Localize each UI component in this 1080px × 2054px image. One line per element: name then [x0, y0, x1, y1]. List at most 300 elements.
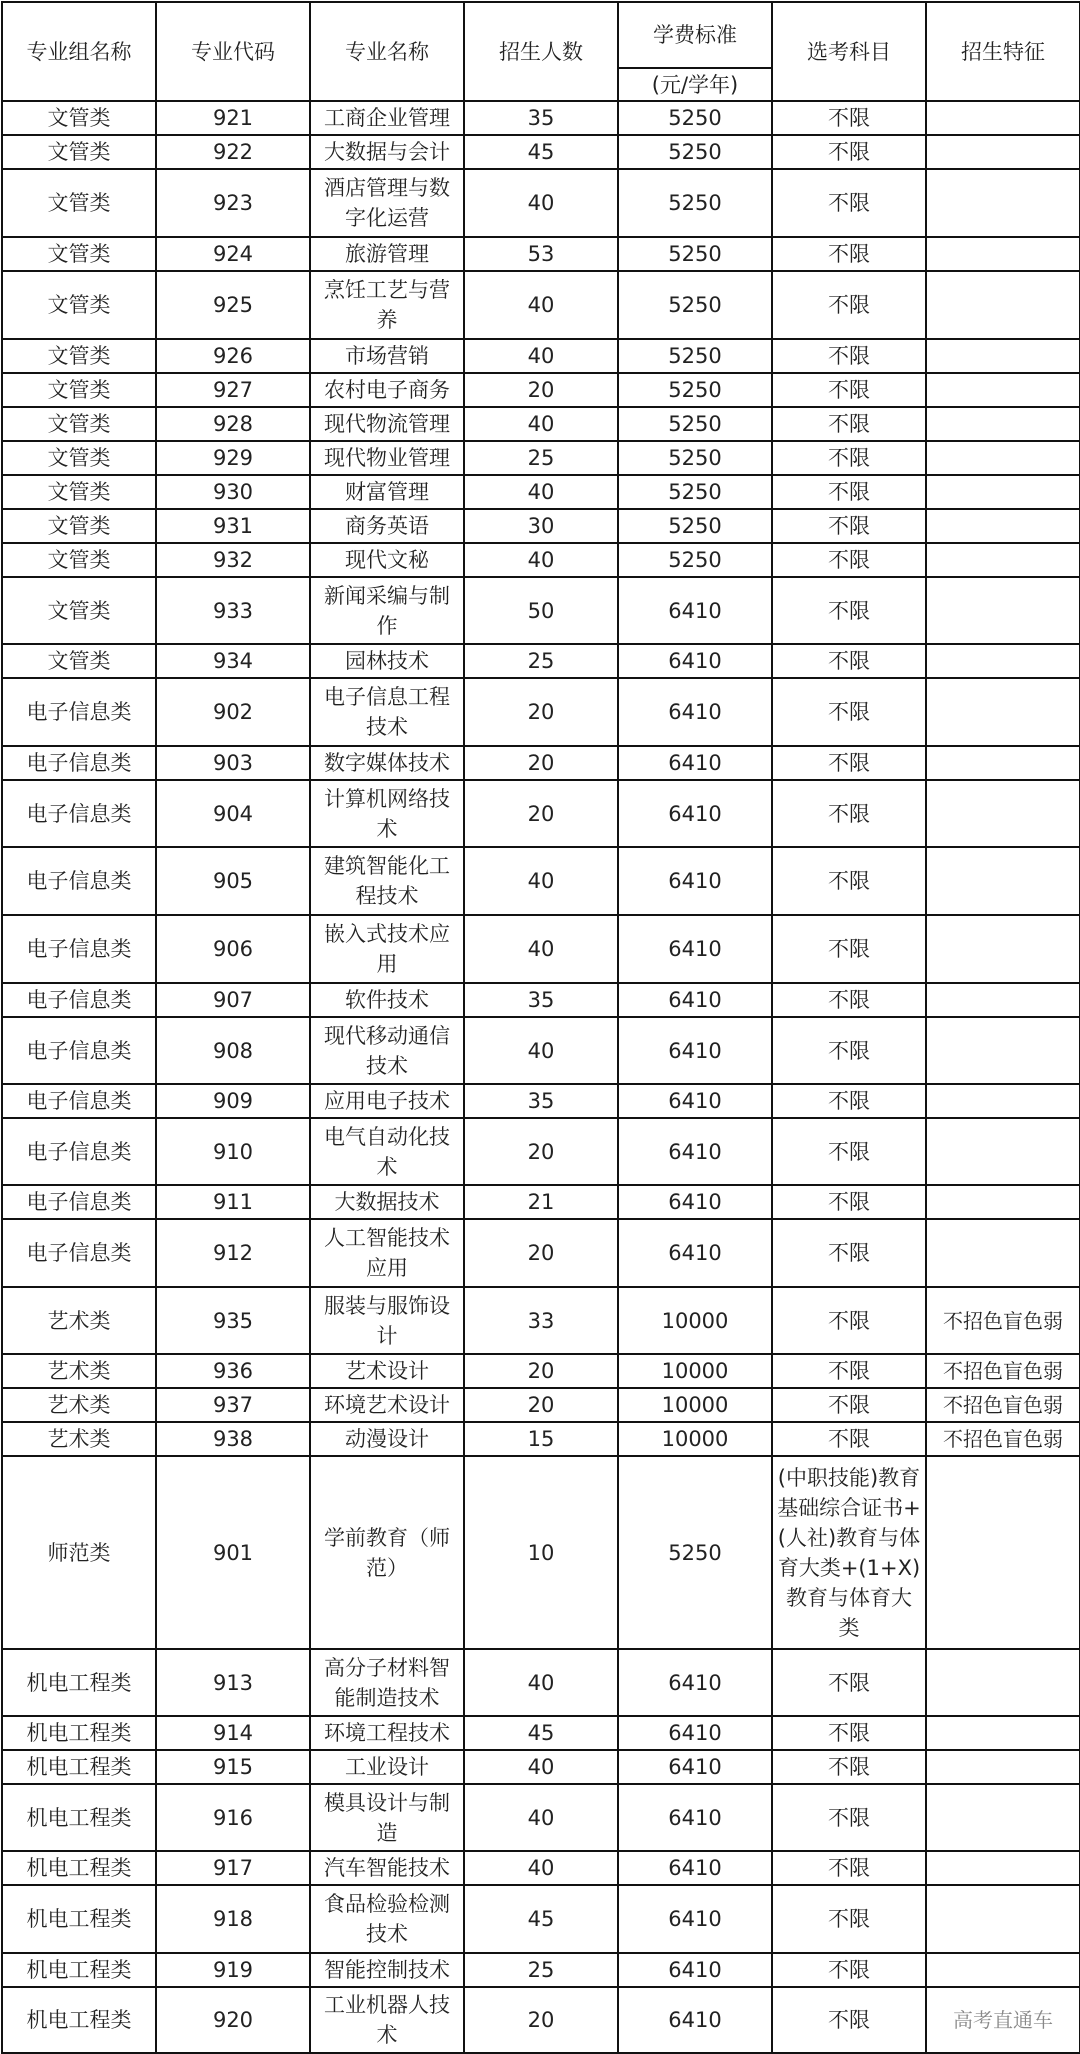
cell-fee: 5250 [618, 101, 772, 135]
cell-count: 35 [464, 1084, 618, 1118]
cell-group: 电子信息类 [2, 1185, 156, 1219]
cell-feature [926, 441, 1080, 475]
cell-feature [926, 678, 1080, 746]
cell-fee: 5250 [618, 1456, 772, 1649]
cell-feature [926, 135, 1080, 169]
cell-code: 912 [156, 1219, 310, 1287]
cell-feature [926, 543, 1080, 577]
cell-group: 机电工程类 [2, 1885, 156, 1953]
cell-fee: 6410 [618, 1118, 772, 1185]
cell-fee: 5250 [618, 271, 772, 339]
cell-group: 文管类 [2, 407, 156, 441]
cell-feature [926, 780, 1080, 847]
cell-group: 文管类 [2, 475, 156, 509]
header-subjects: 选考科目 [772, 2, 926, 101]
cell-name: 现代文秘 [310, 543, 464, 577]
cell-fee: 6410 [618, 1017, 772, 1084]
cell-feature [926, 237, 1080, 271]
cell-group: 机电工程类 [2, 1784, 156, 1851]
cell-name: 环境艺术设计 [310, 1388, 464, 1422]
cell-subjects: 不限 [772, 1388, 926, 1422]
cell-group: 机电工程类 [2, 1716, 156, 1750]
cell-subjects: 不限 [772, 983, 926, 1017]
cell-group: 电子信息类 [2, 1219, 156, 1287]
cell-name: 服装与服饰设计 [310, 1287, 464, 1354]
cell-count: 45 [464, 1716, 618, 1750]
table-row [2, 1118, 1080, 1185]
cell-code: 932 [156, 543, 310, 577]
cell-name: 大数据与会计 [310, 135, 464, 169]
cell-count: 21 [464, 1185, 618, 1219]
cell-fee: 6410 [618, 1649, 772, 1716]
cell-name: 数字媒体技术 [310, 746, 464, 780]
cell-count: 40 [464, 407, 618, 441]
cell-group: 文管类 [2, 441, 156, 475]
cell-fee: 6410 [618, 1084, 772, 1118]
cell-code: 914 [156, 1716, 310, 1750]
cell-feature [926, 847, 1080, 915]
header-name: 专业名称 [310, 2, 464, 101]
cell-name: 模具设计与制造 [310, 1784, 464, 1851]
table-row [2, 1219, 1080, 1287]
cell-count: 20 [464, 373, 618, 407]
cell-feature [926, 1017, 1080, 1084]
table-row [2, 1185, 1080, 1219]
table-row [2, 746, 1080, 780]
cell-name: 高分子材料智能制造技术 [310, 1649, 464, 1716]
cell-code: 906 [156, 915, 310, 983]
cell-name: 新闻采编与制作 [310, 577, 464, 644]
cell-code: 913 [156, 1649, 310, 1716]
table-row [2, 1084, 1080, 1118]
cell-code: 905 [156, 847, 310, 915]
cell-subjects: 不限 [772, 1851, 926, 1885]
cell-subjects: 不限 [772, 1750, 926, 1784]
cell-feature [926, 1716, 1080, 1750]
cell-group: 电子信息类 [2, 1017, 156, 1084]
table-row [2, 135, 1080, 169]
cell-feature [926, 1185, 1080, 1219]
cell-subjects: 不限 [772, 373, 926, 407]
cell-feature [926, 339, 1080, 373]
cell-group: 电子信息类 [2, 847, 156, 915]
table-row [2, 1953, 1080, 1987]
cell-code: 933 [156, 577, 310, 644]
cell-group: 机电工程类 [2, 1851, 156, 1885]
cell-name: 计算机网络技术 [310, 780, 464, 847]
table-row [2, 678, 1080, 746]
cell-count: 15 [464, 1422, 618, 1456]
cell-fee: 5250 [618, 135, 772, 169]
table-row [2, 271, 1080, 339]
cell-name: 园林技术 [310, 644, 464, 678]
cell-fee: 6410 [618, 780, 772, 847]
cell-subjects: 不限 [772, 577, 926, 644]
cell-fee: 6410 [618, 746, 772, 780]
table-row [2, 1784, 1080, 1851]
cell-fee: 5250 [618, 237, 772, 271]
cell-code: 918 [156, 1885, 310, 1953]
cell-name: 酒店管理与数字化运营 [310, 169, 464, 237]
cell-fee: 10000 [618, 1287, 772, 1354]
cell-fee: 6410 [618, 1885, 772, 1953]
table-row [2, 1851, 1080, 1885]
cell-count: 53 [464, 237, 618, 271]
header-code: 专业代码 [156, 2, 310, 101]
cell-fee: 6410 [618, 577, 772, 644]
header-feature: 招生特征 [926, 2, 1080, 101]
cell-fee: 10000 [618, 1422, 772, 1456]
cell-subjects: 不限 [772, 475, 926, 509]
cell-fee: 6410 [618, 1750, 772, 1784]
cell-name: 环境工程技术 [310, 1716, 464, 1750]
cell-subjects: 不限 [772, 1287, 926, 1354]
table-row [2, 169, 1080, 237]
cell-group: 电子信息类 [2, 746, 156, 780]
table-row [2, 1287, 1080, 1354]
cell-feature [926, 746, 1080, 780]
cell-subjects: 不限 [772, 1885, 926, 1953]
cell-count: 45 [464, 135, 618, 169]
cell-name: 应用电子技术 [310, 1084, 464, 1118]
cell-feature [926, 1784, 1080, 1851]
cell-name: 艺术设计 [310, 1354, 464, 1388]
cell-code: 926 [156, 339, 310, 373]
cell-code: 909 [156, 1084, 310, 1118]
cell-subjects: 不限 [772, 543, 926, 577]
cell-subjects: 不限 [772, 237, 926, 271]
cell-fee: 5250 [618, 373, 772, 407]
cell-count: 40 [464, 543, 618, 577]
cell-code: 936 [156, 1354, 310, 1388]
table-row [2, 237, 1080, 271]
cell-subjects: 不限 [772, 644, 926, 678]
header-fee-unit: (元/学年) [618, 68, 772, 101]
cell-subjects: 不限 [772, 135, 926, 169]
cell-fee: 6410 [618, 1784, 772, 1851]
cell-group: 电子信息类 [2, 678, 156, 746]
cell-subjects: 不限 [772, 1354, 926, 1388]
cell-name: 旅游管理 [310, 237, 464, 271]
cell-group: 文管类 [2, 644, 156, 678]
cell-feature: 不招色盲色弱 [926, 1287, 1080, 1354]
cell-code: 908 [156, 1017, 310, 1084]
cell-name: 工业机器人技术 [310, 1987, 464, 2053]
cell-fee: 5250 [618, 475, 772, 509]
cell-feature [926, 1885, 1080, 1953]
cell-count: 20 [464, 780, 618, 847]
cell-group: 机电工程类 [2, 1649, 156, 1716]
cell-fee: 6410 [618, 983, 772, 1017]
cell-feature [926, 644, 1080, 678]
cell-fee: 5250 [618, 441, 772, 475]
cell-group: 文管类 [2, 135, 156, 169]
cell-group: 文管类 [2, 339, 156, 373]
table-row [2, 1716, 1080, 1750]
cell-fee: 10000 [618, 1388, 772, 1422]
cell-feature [926, 373, 1080, 407]
cell-count: 20 [464, 1987, 618, 2053]
table-row [2, 101, 1080, 135]
table-row [2, 1456, 1080, 1649]
cell-feature [926, 475, 1080, 509]
cell-subjects: 不限 [772, 1649, 926, 1716]
cell-fee: 6410 [618, 915, 772, 983]
table-row [2, 644, 1080, 678]
table-row [2, 373, 1080, 407]
table-row [2, 1987, 1080, 2053]
cell-count: 25 [464, 441, 618, 475]
cell-count: 40 [464, 475, 618, 509]
cell-group: 文管类 [2, 577, 156, 644]
cell-count: 33 [464, 1287, 618, 1354]
cell-name: 建筑智能化工程技术 [310, 847, 464, 915]
cell-feature [926, 407, 1080, 441]
cell-code: 921 [156, 101, 310, 135]
cell-name: 电子信息工程技术 [310, 678, 464, 746]
watermark: 高考直通车 [926, 1987, 1080, 2053]
cell-fee: 5250 [618, 407, 772, 441]
cell-group: 电子信息类 [2, 915, 156, 983]
cell-feature [926, 1851, 1080, 1885]
cell-code: 917 [156, 1851, 310, 1885]
cell-code: 931 [156, 509, 310, 543]
cell-count: 35 [464, 983, 618, 1017]
cell-group: 电子信息类 [2, 983, 156, 1017]
cell-subjects: 不限 [772, 1716, 926, 1750]
cell-subjects: 不限 [772, 509, 926, 543]
table-row [2, 780, 1080, 847]
table-row [2, 407, 1080, 441]
cell-count: 40 [464, 1851, 618, 1885]
cell-feature [926, 915, 1080, 983]
cell-code: 903 [156, 746, 310, 780]
table-row [2, 983, 1080, 1017]
cell-feature [926, 1953, 1080, 1987]
cell-fee: 6410 [618, 1716, 772, 1750]
cell-group: 师范类 [2, 1456, 156, 1649]
cell-subjects: 不限 [772, 441, 926, 475]
cell-fee: 6410 [618, 1953, 772, 1987]
table-row [2, 1649, 1080, 1716]
cell-feature [926, 1456, 1080, 1649]
cell-count: 40 [464, 339, 618, 373]
cell-subjects: 不限 [772, 1084, 926, 1118]
table-row [2, 915, 1080, 983]
cell-subjects: 不限 [772, 847, 926, 915]
cell-fee: 5250 [618, 339, 772, 373]
cell-code: 919 [156, 1953, 310, 1987]
cell-name: 学前教育（师范） [310, 1456, 464, 1649]
cell-code: 930 [156, 475, 310, 509]
cell-subjects: (中职技能)教育基础综合证书+(人社)教育与体育大类+(1+X)教育与体育大类 [772, 1456, 926, 1649]
cell-group: 电子信息类 [2, 780, 156, 847]
cell-fee: 6410 [618, 1185, 772, 1219]
cell-count: 40 [464, 271, 618, 339]
cell-subjects: 不限 [772, 271, 926, 339]
cell-group: 文管类 [2, 543, 156, 577]
table-row [2, 1354, 1080, 1388]
cell-name: 大数据技术 [310, 1185, 464, 1219]
cell-code: 938 [156, 1422, 310, 1456]
cell-subjects: 不限 [772, 1987, 926, 2053]
cell-fee: 6410 [618, 678, 772, 746]
cell-subjects: 不限 [772, 1017, 926, 1084]
cell-name: 嵌入式技术应用 [310, 915, 464, 983]
cell-code: 925 [156, 271, 310, 339]
cell-feature: 不招色盲色弱 [926, 1354, 1080, 1388]
cell-count: 20 [464, 1388, 618, 1422]
cell-fee: 5250 [618, 169, 772, 237]
cell-subjects: 不限 [772, 746, 926, 780]
cell-count: 10 [464, 1456, 618, 1649]
cell-fee: 6410 [618, 847, 772, 915]
cell-count: 20 [464, 1354, 618, 1388]
header-group: 专业组名称 [2, 2, 156, 101]
table-row [2, 577, 1080, 644]
cell-name: 工业设计 [310, 1750, 464, 1784]
table-row [2, 1885, 1080, 1953]
cell-code: 916 [156, 1784, 310, 1851]
cell-name: 现代物流管理 [310, 407, 464, 441]
cell-code: 937 [156, 1388, 310, 1422]
cell-group: 机电工程类 [2, 1987, 156, 2053]
table-row [2, 509, 1080, 543]
enrollment-table [1, 1, 1080, 2054]
cell-group: 电子信息类 [2, 1084, 156, 1118]
header-fee: 学费标准 [618, 2, 772, 68]
table-row [2, 1388, 1080, 1422]
cell-subjects: 不限 [772, 1118, 926, 1185]
cell-count: 40 [464, 915, 618, 983]
table-row [2, 1017, 1080, 1084]
cell-group: 文管类 [2, 509, 156, 543]
cell-code: 929 [156, 441, 310, 475]
cell-name: 电气自动化技术 [310, 1118, 464, 1185]
cell-feature [926, 1750, 1080, 1784]
cell-feature: 不招色盲色弱 [926, 1422, 1080, 1456]
cell-group: 机电工程类 [2, 1953, 156, 1987]
cell-name: 市场营销 [310, 339, 464, 373]
cell-count: 50 [464, 577, 618, 644]
cell-name: 汽车智能技术 [310, 1851, 464, 1885]
cell-count: 40 [464, 1784, 618, 1851]
cell-name: 烹饪工艺与营养 [310, 271, 464, 339]
table-row [2, 339, 1080, 373]
cell-fee: 6410 [618, 1987, 772, 2053]
cell-count: 20 [464, 1219, 618, 1287]
cell-fee: 5250 [618, 509, 772, 543]
cell-name: 现代移动通信技术 [310, 1017, 464, 1084]
cell-name: 农村电子商务 [310, 373, 464, 407]
cell-count: 20 [464, 1118, 618, 1185]
cell-name: 工商企业管理 [310, 101, 464, 135]
cell-subjects: 不限 [772, 1953, 926, 1987]
cell-fee: 6410 [618, 644, 772, 678]
cell-feature [926, 983, 1080, 1017]
cell-name: 现代物业管理 [310, 441, 464, 475]
cell-count: 20 [464, 678, 618, 746]
table-row [2, 1750, 1080, 1784]
cell-code: 924 [156, 237, 310, 271]
header-count: 招生人数 [464, 2, 618, 101]
cell-feature [926, 577, 1080, 644]
cell-subjects: 不限 [772, 407, 926, 441]
cell-count: 40 [464, 1750, 618, 1784]
cell-count: 40 [464, 1017, 618, 1084]
cell-feature [926, 271, 1080, 339]
cell-name: 人工智能技术应用 [310, 1219, 464, 1287]
cell-count: 25 [464, 644, 618, 678]
cell-feature [926, 169, 1080, 237]
cell-code: 927 [156, 373, 310, 407]
table-row [2, 441, 1080, 475]
cell-group: 机电工程类 [2, 1750, 156, 1784]
cell-feature [926, 509, 1080, 543]
cell-group: 文管类 [2, 101, 156, 135]
cell-feature [926, 101, 1080, 135]
cell-name: 软件技术 [310, 983, 464, 1017]
cell-code: 923 [156, 169, 310, 237]
cell-code: 910 [156, 1118, 310, 1185]
cell-subjects: 不限 [772, 1219, 926, 1287]
cell-fee: 6410 [618, 1851, 772, 1885]
cell-fee: 5250 [618, 543, 772, 577]
cell-count: 40 [464, 847, 618, 915]
cell-code: 928 [156, 407, 310, 441]
cell-group: 文管类 [2, 271, 156, 339]
cell-feature [926, 1084, 1080, 1118]
cell-feature [926, 1649, 1080, 1716]
cell-count: 40 [464, 1649, 618, 1716]
cell-code: 915 [156, 1750, 310, 1784]
cell-code: 935 [156, 1287, 310, 1354]
cell-feature: 不招色盲色弱 [926, 1388, 1080, 1422]
cell-subjects: 不限 [772, 678, 926, 746]
cell-count: 20 [464, 746, 618, 780]
cell-code: 911 [156, 1185, 310, 1219]
cell-code: 901 [156, 1456, 310, 1649]
cell-group: 文管类 [2, 373, 156, 407]
cell-group: 文管类 [2, 169, 156, 237]
cell-name: 食品检验检测技术 [310, 1885, 464, 1953]
cell-feature [926, 1219, 1080, 1287]
cell-group: 艺术类 [2, 1422, 156, 1456]
cell-subjects: 不限 [772, 169, 926, 237]
cell-code: 934 [156, 644, 310, 678]
cell-code: 922 [156, 135, 310, 169]
cell-code: 920 [156, 1987, 310, 2053]
cell-group: 艺术类 [2, 1388, 156, 1422]
cell-subjects: 不限 [772, 339, 926, 373]
cell-group: 艺术类 [2, 1354, 156, 1388]
cell-group: 艺术类 [2, 1287, 156, 1354]
cell-count: 25 [464, 1953, 618, 1987]
cell-code: 907 [156, 983, 310, 1017]
cell-name: 动漫设计 [310, 1422, 464, 1456]
cell-count: 35 [464, 101, 618, 135]
cell-name: 智能控制技术 [310, 1953, 464, 1987]
table-row [2, 543, 1080, 577]
cell-subjects: 不限 [772, 1784, 926, 1851]
cell-group: 电子信息类 [2, 1118, 156, 1185]
cell-subjects: 不限 [772, 915, 926, 983]
cell-feature [926, 1118, 1080, 1185]
cell-name: 财富管理 [310, 475, 464, 509]
table-row [2, 847, 1080, 915]
cell-name: 商务英语 [310, 509, 464, 543]
table-row [2, 1422, 1080, 1456]
